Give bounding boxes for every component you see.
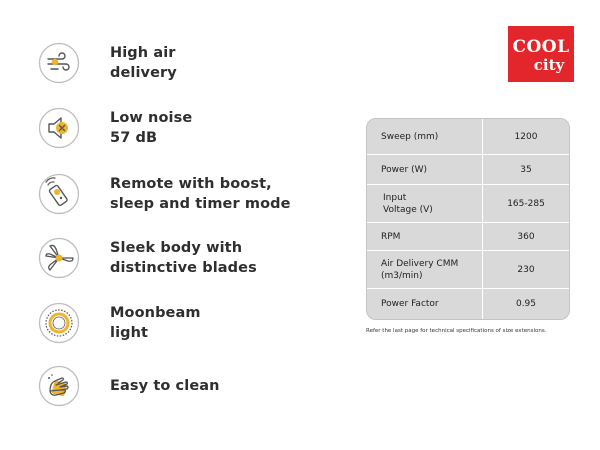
fan-blades-icon — [38, 237, 80, 279]
spec-label: Power (W) — [367, 155, 483, 184]
spec-row — [367, 155, 569, 185]
spec-value: 1200 — [514, 131, 538, 142]
cleaning-hand-icon — [38, 365, 80, 407]
spec-value: 0.95 — [515, 299, 537, 309]
spec-row — [367, 251, 569, 289]
feature-moonbeam-light — [38, 301, 318, 345]
spec-label: Power Factor — [367, 289, 483, 319]
spec-row — [367, 119, 569, 155]
feature-label: Moonbeam light — [110, 305, 201, 341]
air-flow-icon — [38, 42, 80, 84]
feature-sleek-body — [38, 236, 318, 280]
feature-label: Remote with boost, sleep and timer mode — [110, 176, 291, 212]
feature-label: Low noise 57 dB — [110, 110, 193, 146]
footnote: Refer the last page for technical specifications of size extensions. — [366, 328, 547, 334]
brand-logo — [508, 26, 574, 82]
spec-row — [367, 289, 569, 319]
spec-value: 360 — [517, 231, 535, 242]
remote-control-icon — [38, 173, 80, 215]
spec-label: Input Voltage (V) — [367, 185, 483, 222]
spec-label: RPM — [367, 223, 483, 250]
brand-logo-line1: COOL — [512, 37, 570, 57]
spec-row — [367, 185, 569, 223]
feature-high-air-delivery — [38, 41, 318, 85]
spec-value: 35 — [520, 164, 532, 175]
spec-label: Air Delivery CMM (m3/min) — [367, 251, 483, 288]
feature-label: Easy to clean — [110, 378, 220, 394]
speaker-low-noise-icon — [38, 107, 80, 149]
spec-value: 165-285 — [507, 198, 545, 209]
brand-logo-line2: city — [533, 56, 565, 74]
feature-label: Sleek body with distinctive blades — [110, 240, 257, 276]
feature-easy-clean — [38, 364, 318, 408]
feature-label: High air delivery — [110, 45, 177, 81]
spec-table — [366, 118, 570, 320]
feature-remote — [38, 172, 318, 216]
feature-low-noise — [38, 106, 318, 150]
spec-row — [367, 223, 569, 251]
spec-value: 230 — [517, 264, 535, 275]
spec-label: Sweep (mm) — [367, 119, 483, 154]
moonbeam-light-icon — [38, 302, 80, 344]
